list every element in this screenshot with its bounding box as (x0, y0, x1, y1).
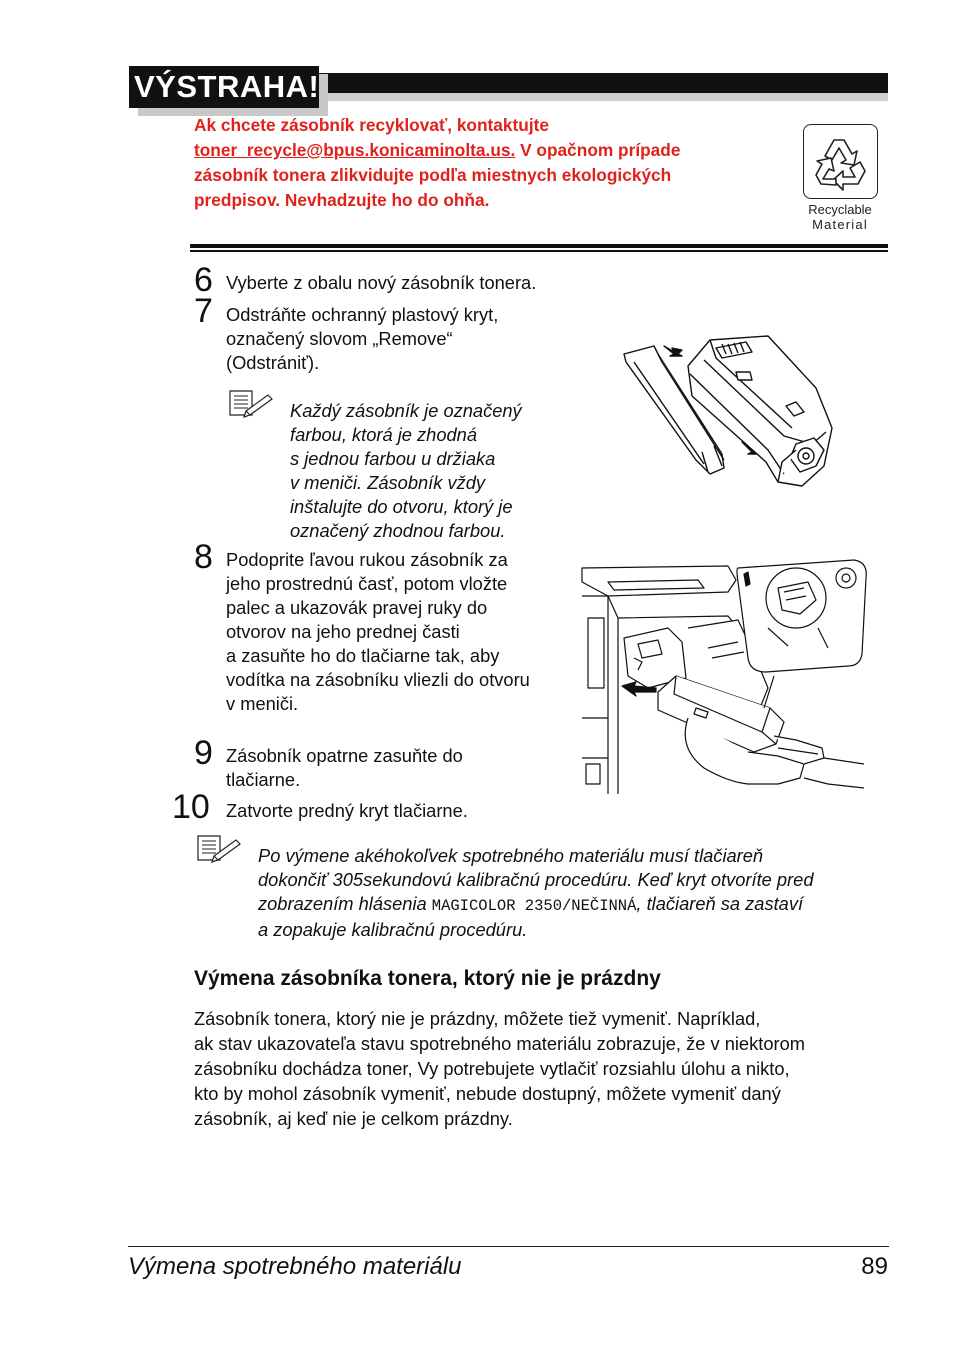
step-8-line-5: a zasuňte ho do tlačiarne tak, aby (226, 645, 500, 666)
note-2-line-3 (258, 892, 888, 918)
note-2-text (258, 844, 888, 942)
step-9-number: 9 (194, 734, 213, 772)
warning-line-3: zásobník tonera zlikvidujte podľa miestnych ekologických (194, 165, 672, 185)
paragraph-line-4: kto by mohol zásobník vymeniť, nebude dostupný, môžete vymeniť daný (194, 1083, 781, 1104)
recycle-email-link[interactable]: toner_recycle@bpus.konicaminolta.us. (194, 140, 516, 160)
step-8-line-1: Podoprite ľavou rukou zásobník za (226, 549, 508, 570)
note-pencil-icon (194, 834, 242, 864)
step-9-line-1: Zásobník opatrne zasuňte do (226, 745, 463, 766)
step-10-text: Zatvorte predný kryt tlačiarne. (226, 800, 468, 821)
step-6-text: Vyberte z obalu nový zásobník tonera. (226, 272, 537, 293)
paragraph-line-5: zásobník, aj keď nie je celkom prázdny. (194, 1108, 513, 1129)
note-1-line-3: s jednou farbou u držiaka (290, 448, 496, 469)
step-6-number: 6 (194, 261, 213, 299)
step-8-line-7: v meniči. (226, 693, 299, 714)
paragraph-line-3: zásobníku dochádza toner, Vy potrebujete vytlačiť rozsiahlu úlohu a nikto, (194, 1058, 790, 1079)
note-pencil-icon (226, 389, 274, 419)
recycle-icon (810, 132, 872, 194)
section-paragraph (194, 1006, 894, 1131)
printer-status-message: MAGICOLOR 2350/NEČINNÁ (431, 897, 637, 915)
page-number: 89 (861, 1253, 888, 1280)
material-label: Material (812, 217, 868, 232)
step-8-line-6: vodítka na zásobníku vliezli do otvoru (226, 669, 530, 690)
note-2-line-3-start: zobrazením hlásenia (258, 893, 432, 914)
note-1-text (290, 399, 522, 543)
recyclable-label: Recyclable (808, 202, 872, 217)
warning-header-bar (318, 73, 888, 93)
step-9-text (226, 744, 463, 792)
warning-title: VÝSTRAHA! (129, 66, 319, 108)
step-8-line-3: palec a ukazovák pravej ruky do (226, 597, 488, 618)
step-7-line-1: Odstráňte ochranný plastový kryt, (226, 304, 499, 325)
toner-cartridge-cover-illustration (618, 332, 848, 492)
step-7-line-2: označený slovom „Remove“ (226, 328, 453, 349)
paragraph-line-1: Zásobník tonera, ktorý nie je prázdny, môžete tiež vymeniť. Napríklad, (194, 1008, 761, 1029)
warning-divider-thick (190, 244, 888, 248)
note-2-line-1: Po výmene akéhokoľvek spotrebného materiálu musí tlačiareň (258, 845, 764, 866)
recyclable-material-badge (797, 122, 883, 234)
printer-insert-cartridge-illustration (578, 558, 868, 794)
warning-line-1: Ak chcete zásobník recyklovať, kontaktujte (194, 115, 549, 135)
warning-divider-thin (190, 250, 888, 252)
step-7-number: 7 (194, 292, 213, 330)
warning-line-2 (194, 138, 784, 163)
step-7-line-3: (Odstrániť). (226, 352, 320, 373)
step-8-text (226, 548, 530, 716)
note-1-line-1: Každý zásobník je označený (290, 400, 522, 421)
warning-line-2-rest: V opačnom prípade (515, 140, 681, 160)
step-7-text (226, 303, 498, 375)
note-1-line-5: inštalujte do otvoru, ktorý je (290, 496, 513, 517)
note-2-line-3-end: , tlačiareň sa zastaví (636, 893, 804, 914)
section-heading: Výmena zásobníka tonera, ktorý nie je prázdny (194, 967, 661, 990)
note-1-line-2: farbou, ktorá je zhodná (290, 424, 477, 445)
note-1-line-6: označený zhodnou farbou. (290, 520, 506, 541)
step-8-line-4: otvorov na jeho prednej časti (226, 621, 460, 642)
step-8-line-2: jeho prostrednú časť, potom vložte (226, 573, 508, 594)
step-10-number: 10 (172, 788, 210, 826)
step-8-number: 8 (194, 538, 213, 576)
warning-header-shadow (318, 93, 888, 101)
warning-line-4: predpisov. Nevhadzujte ho do ohňa. (194, 190, 490, 210)
step-9-line-2: tlačiarne. (226, 769, 301, 790)
note-2-line-2: dokončiť 305sekundovú kalibračnú procedúru. Keď kryt otvoríte pred (258, 869, 814, 890)
warning-text (194, 113, 784, 213)
note-2-line-4: a zopakuje kalibračnú procedúru. (258, 919, 528, 940)
recycle-icon-frame (803, 124, 878, 199)
paragraph-line-2: ak stav ukazovateľa stavu spotrebného materiálu zobrazuje, že v niektorom (194, 1033, 805, 1054)
footer-rule (128, 1246, 889, 1247)
note-1-line-4: v meniči. Zásobník vždy (290, 472, 486, 493)
footer-chapter-title: Výmena spotrebného materiálu (128, 1253, 462, 1280)
